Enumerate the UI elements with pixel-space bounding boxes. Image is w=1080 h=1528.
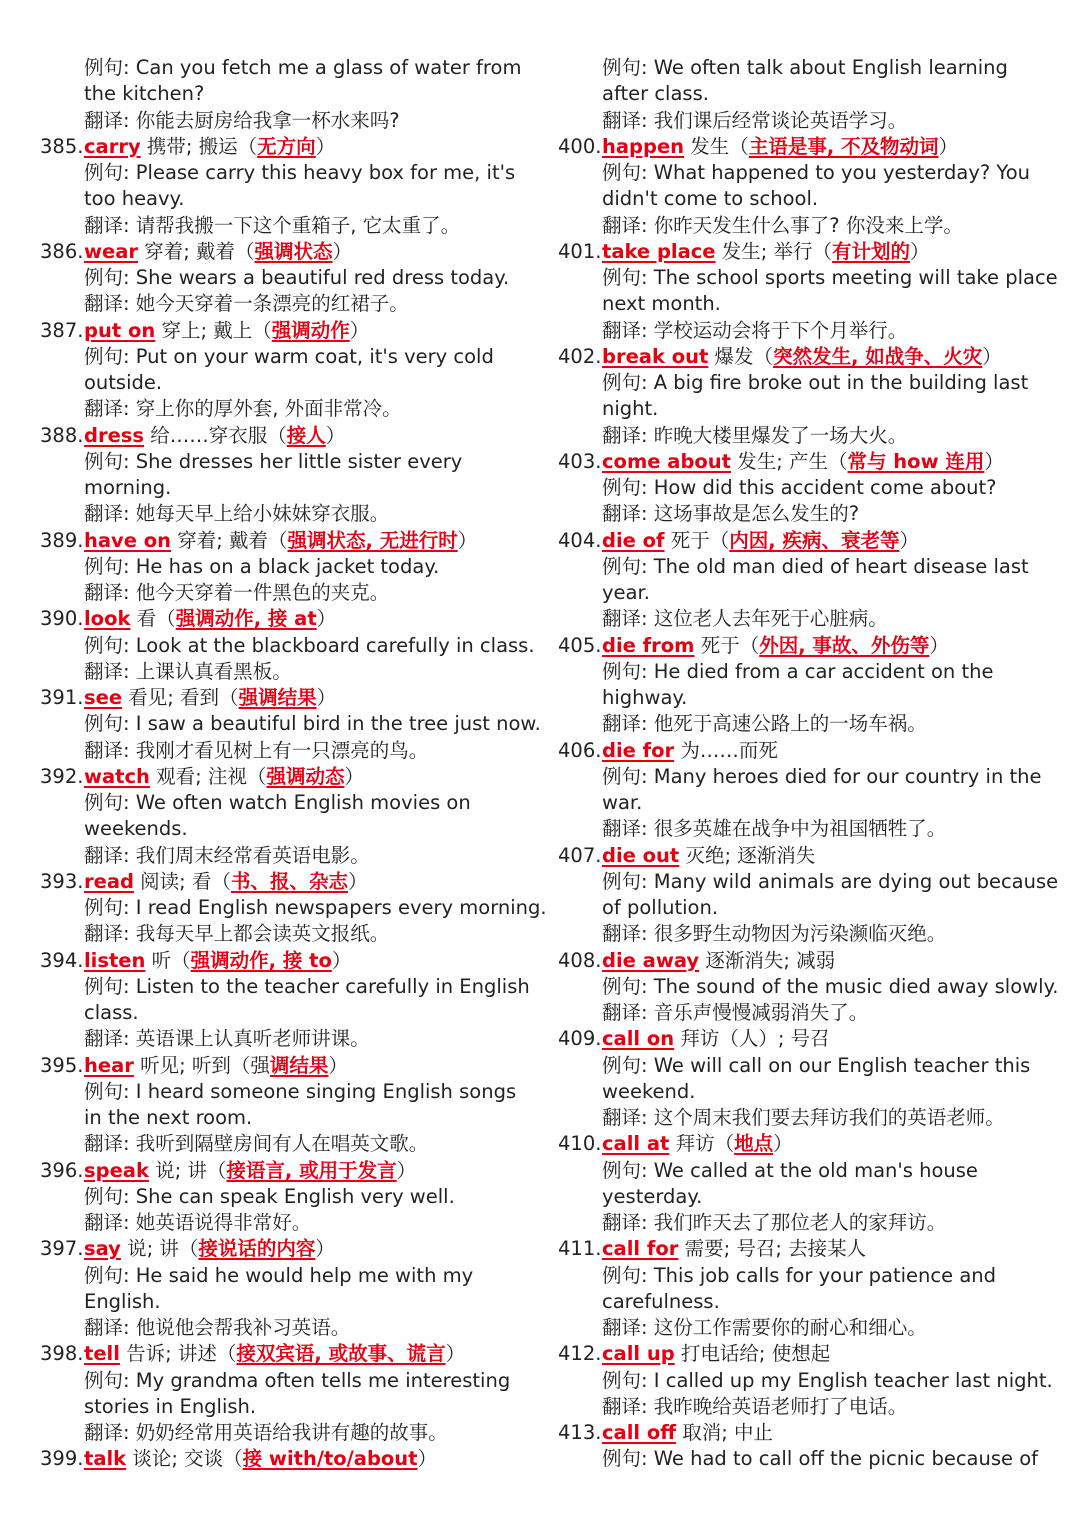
entry-meaning: 说; 讲 <box>155 1158 207 1182</box>
entry-number: 407. <box>558 843 602 867</box>
entry-usage-note: 接说话的内容 <box>198 1237 316 1261</box>
entry-number: 386. <box>40 239 84 263</box>
entry-meaning: 打电话给; 使想起 <box>680 1342 831 1366</box>
vocab-entry <box>558 1131 793 1157</box>
vocab-entry <box>40 1236 335 1262</box>
vocab-entry <box>558 633 949 659</box>
example-line: too heavy. <box>84 187 185 211</box>
open-paren: （ <box>739 633 760 657</box>
entry-word: tell <box>84 1342 120 1366</box>
example-line: 翻译: 这位老人去年死于心脏病。 <box>602 607 888 631</box>
example-line: of pollution. <box>602 896 719 919</box>
entry-number: 387. <box>40 318 84 342</box>
close-paren: ） <box>417 1447 438 1471</box>
example-line: 翻译: 她今天穿着一条漂亮的红裙子。 <box>84 292 409 316</box>
example-line: 翻译: 学校运动会将于下个月举行。 <box>602 318 908 342</box>
entry-number: 392. <box>40 764 84 788</box>
open-paren: （ <box>753 344 774 368</box>
example-line: 例句: Many heroes died for our country in the <box>602 764 1042 788</box>
example-line: 例句: She wears a beautiful red dress today. <box>84 266 510 289</box>
entry-word: put on <box>84 318 156 342</box>
open-paren: （ <box>156 607 176 631</box>
example-line: after class. <box>602 82 709 106</box>
entry-number: 405. <box>558 633 602 657</box>
entry-usage-note: 强调状态, 无进行时 <box>287 528 458 552</box>
entry-meaning: 说; 讲 <box>127 1237 179 1261</box>
entry-usage-note: 强调状态 <box>254 239 333 263</box>
example-line: weekend. <box>602 1079 696 1103</box>
entry-number: 399. <box>40 1447 84 1471</box>
vocab-entry <box>558 528 919 554</box>
entry-number: 404. <box>558 528 602 552</box>
entry-number: 402. <box>558 344 602 368</box>
example-line: 翻译: 很多野生动物因为污染濒临灭绝。 <box>602 922 947 946</box>
entry-number: 397. <box>40 1237 84 1261</box>
entry-meaning: 告诉; 讲述 <box>126 1342 217 1366</box>
open-paren: （强 <box>230 1053 270 1077</box>
open-paren: （ <box>235 239 255 263</box>
entry-meaning: 携带; 搬运 <box>146 134 238 158</box>
vocab-entry <box>40 948 351 974</box>
entry-usage-note: 接 with/to/about <box>242 1447 418 1471</box>
entry-meaning: 取消; 中止 <box>682 1421 774 1444</box>
entry-meaning: 死于 <box>670 528 710 552</box>
example-line: 例句: We will call on our English teacher this <box>602 1053 1031 1077</box>
entry-meaning: 看 <box>136 607 157 631</box>
entry-usage-note: 强调结果 <box>238 686 317 709</box>
entry-number: 409. <box>558 1027 602 1051</box>
example-line: 翻译: 我每天早上都会读英文报纸。 <box>84 922 390 946</box>
entry-meaning: 灭绝; 逐渐消失 <box>685 843 816 867</box>
example-line: 例句: He died from a car accident on the <box>602 659 994 683</box>
example-line: 例句: I read English newspapers every morning. <box>84 896 547 919</box>
entry-word: hear <box>84 1053 134 1077</box>
example-line: morning. <box>84 476 172 499</box>
entry-meaning: 听见; 听到 <box>140 1053 231 1077</box>
example-line: yesterday. <box>602 1184 703 1208</box>
vocab-entry <box>40 1341 465 1367</box>
entry-word: have on <box>84 528 172 552</box>
example-line: next month. <box>602 292 721 316</box>
close-paren: ） <box>773 1132 793 1156</box>
open-paren: （ <box>178 1237 199 1261</box>
example-line: 翻译: 我们课后经常谈论英语学习。 <box>602 108 908 132</box>
entry-meaning: 谈论; 交谈 <box>132 1447 224 1471</box>
close-paren: ） <box>325 423 346 447</box>
example-line: highway. <box>602 686 688 709</box>
entry-number: 388. <box>40 423 84 447</box>
example-line: 翻译: 我刚才看见树上有一只漂亮的鸟。 <box>84 738 429 762</box>
open-paren: （ <box>246 764 267 788</box>
entry-number: 391. <box>40 686 84 709</box>
example-line: 例句: He said he would help me with my <box>84 1263 474 1287</box>
entry-word: look <box>84 607 131 631</box>
close-paren: ） <box>984 449 1004 473</box>
open-paren: （ <box>206 1158 227 1182</box>
entry-usage-note: 外因, 事故、外伤等 <box>759 633 930 657</box>
example-line: 例句: We often watch English movies on <box>84 791 471 814</box>
entry-usage-note: 接双宾语, 或故事、谎言 <box>236 1342 446 1366</box>
entry-usage-note: 强调动作, 接 to <box>190 948 332 972</box>
entry-word: happen <box>602 134 685 158</box>
entry-word: die of <box>602 528 665 552</box>
entry-word: break out <box>602 344 709 368</box>
entry-meaning: 给……穿衣服 <box>150 423 268 447</box>
vocab-entry <box>40 318 369 344</box>
close-paren: ） <box>445 1342 466 1366</box>
entry-number: 400. <box>558 134 602 158</box>
open-paren: （ <box>268 528 288 552</box>
vocab-entry <box>558 239 930 265</box>
open-paren: （ <box>252 318 272 342</box>
example-line: 翻译: 这份工作需要你的耐心和细心。 <box>602 1316 927 1339</box>
example-line: 例句: He has on a black jacket today. <box>84 554 440 578</box>
entry-word: die away <box>602 948 700 972</box>
example-line: 翻译: 她每天早上给小妹妹穿衣服。 <box>84 502 390 526</box>
entry-meaning: 死于 <box>700 633 740 657</box>
example-line: 例句: How did this accident come about? <box>602 476 997 499</box>
open-paren: （ <box>223 1447 243 1471</box>
vocab-entry <box>558 1420 773 1446</box>
example-line: 例句: This job calls for your patience and <box>602 1263 997 1287</box>
entry-number: 408. <box>558 948 602 972</box>
entry-word: watch <box>84 764 150 788</box>
entry-meaning: 发生; 举行 <box>721 239 813 263</box>
entry-usage-note: 强调动作, 接 at <box>175 607 317 631</box>
close-paren: ） <box>899 528 919 552</box>
entry-usage-note: 接语言, 或用于发言 <box>226 1158 397 1182</box>
entry-word: call for <box>602 1237 679 1261</box>
example-line: 翻译: 英语课上认真听老师讲课。 <box>84 1027 370 1051</box>
vocab-entry <box>558 738 778 764</box>
close-paren: ） <box>396 1158 417 1182</box>
example-line: 例句: A big fire broke out in the building last <box>602 371 1029 394</box>
vocab-entry <box>558 948 835 974</box>
entry-meaning: 看见; 看到 <box>128 686 220 709</box>
entry-usage-note: 主语是事, 不及物动词 <box>748 134 939 158</box>
vocab-entry <box>558 344 1002 370</box>
entry-word: call up <box>602 1342 675 1366</box>
entry-usage-note: 有计划的 <box>832 239 911 263</box>
entry-word: die from <box>602 633 695 657</box>
example-line: war. <box>602 791 643 814</box>
entry-meaning: 为……而死 <box>680 738 778 762</box>
entry-word: come about <box>602 449 732 473</box>
entry-number: 390. <box>40 607 84 631</box>
vocab-entry <box>40 1446 437 1472</box>
close-paren: ） <box>315 134 336 158</box>
entry-word: wear <box>84 239 139 263</box>
example-line: carefulness. <box>602 1289 720 1313</box>
entry-number: 385. <box>40 134 84 158</box>
entry-number: 389. <box>40 528 84 552</box>
vocab-entry <box>40 239 352 265</box>
open-paren: （ <box>211 869 231 893</box>
vocab-entry <box>558 134 958 160</box>
close-paren: ） <box>938 134 959 158</box>
entry-number: 398. <box>40 1342 84 1366</box>
entry-number: 406. <box>558 738 602 762</box>
example-line: 翻译: 上课认真看黑板。 <box>84 659 292 683</box>
entry-usage-note: 无方向 <box>257 134 316 158</box>
entry-usage-note: 强调动态 <box>266 764 345 788</box>
entry-word: read <box>84 869 134 893</box>
example-line: English. <box>84 1289 161 1313</box>
example-line: 翻译: 很多英雄在战争中为祖国牺牲了。 <box>602 817 947 841</box>
example-line: night. <box>602 397 659 421</box>
example-line: in the next room. <box>84 1106 253 1129</box>
example-line: 例句: Look at the blackboard carefully in class. <box>84 633 535 657</box>
open-paren: （ <box>729 134 749 158</box>
entry-meaning: 逐渐消失; 减弱 <box>705 948 836 972</box>
entry-meaning: 穿上; 戴上 <box>161 318 253 342</box>
entry-meaning: 穿着; 戴着 <box>177 528 269 552</box>
close-paren: ） <box>332 239 353 263</box>
entry-usage-note: 接人 <box>286 423 326 447</box>
example-line: 例句: Can you fetch me a glass of water from <box>84 56 522 79</box>
example-line: 翻译: 我听到隔壁房间有人在唱英文歌。 <box>84 1132 429 1156</box>
example-line: didn't come to school. <box>602 187 819 211</box>
example-line: 例句: My grandma often tells me interesting <box>84 1368 511 1392</box>
vocab-entry <box>40 606 336 632</box>
entry-word: die for <box>602 738 675 762</box>
example-line: stories in English. <box>84 1394 257 1418</box>
vocab-entry <box>40 528 477 554</box>
entry-usage-note: 强调动作 <box>271 318 350 342</box>
open-paren: （ <box>714 1132 735 1156</box>
example-line: class. <box>84 1001 139 1024</box>
entry-meaning: 拜访 <box>675 1132 715 1156</box>
example-line: 翻译: 奶奶经常用英语给我讲有趣的故事。 <box>84 1421 448 1444</box>
vocab-entry <box>40 764 364 790</box>
entry-meaning: 发生; 产生 <box>737 449 828 473</box>
example-line: 翻译: 她英语说得非常好。 <box>84 1211 312 1234</box>
open-paren: （ <box>171 948 191 972</box>
example-line: weekends. <box>84 817 188 841</box>
example-line: 翻译: 你昨天发生什么事了? 你没来上学。 <box>602 213 963 237</box>
example-line: 翻译: 你能去厨房给我拿一杯水来吗? <box>84 108 400 132</box>
open-paren: （ <box>267 423 287 447</box>
close-paren: ） <box>328 1053 348 1077</box>
example-line: 例句: We called at the old man's house <box>602 1158 978 1182</box>
entry-number: 413. <box>558 1421 602 1444</box>
example-line: 例句: I heard someone singing English songs <box>84 1079 517 1103</box>
close-paren: ） <box>910 239 930 263</box>
example-line: 例句: What happened to you yesterday? You <box>602 161 1031 184</box>
entry-usage-note: 地点 <box>734 1132 774 1156</box>
open-paren: （ <box>216 1342 237 1366</box>
example-line: 翻译: 音乐声慢慢减弱消失了。 <box>602 1001 869 1024</box>
vocab-entry <box>40 869 368 895</box>
example-line: 例句: She dresses her little sister every <box>84 449 463 473</box>
close-paren: ） <box>347 869 368 893</box>
entry-meaning: 听 <box>151 948 172 972</box>
example-line: 例句: I called up my English teacher last night. <box>602 1368 1053 1392</box>
close-paren: ） <box>331 948 352 972</box>
example-line: 例句: The old man died of heart disease last <box>602 554 1029 578</box>
vocab-entry <box>40 1158 416 1184</box>
vocab-entry <box>40 685 336 711</box>
close-paren: ） <box>315 1237 335 1261</box>
vocab-entry <box>558 843 815 869</box>
vocab-entry <box>558 1026 830 1052</box>
example-line: 例句: We often talk about English learning <box>602 56 1008 79</box>
entry-meaning: 阅读; 看 <box>140 869 212 893</box>
example-line: 例句: Many wild animals are dying out because <box>602 869 1059 893</box>
vocab-entry <box>40 1053 348 1079</box>
entry-word: dress <box>84 423 145 447</box>
entry-meaning: 需要; 号召; 去接某人 <box>684 1237 867 1261</box>
entry-number: 410. <box>558 1132 602 1156</box>
entry-usage-note: 调结果 <box>269 1053 329 1077</box>
entry-meaning: 观看; 注视 <box>156 764 247 788</box>
example-line: outside. <box>84 371 163 394</box>
example-line: 例句: The sound of the music died away slowly. <box>602 974 1059 998</box>
example-line: 例句: We had to call off the picnic because of <box>602 1447 1038 1471</box>
entry-usage-note: 常与 how 连用 <box>847 449 985 473</box>
entry-word: listen <box>84 948 146 972</box>
open-paren: （ <box>828 449 848 473</box>
entry-meaning: 穿着; 戴着 <box>144 239 235 263</box>
example-line: 例句: The school sports meeting will take place <box>602 266 1058 289</box>
vocab-entry <box>558 449 1004 475</box>
entry-word: die out <box>602 843 680 867</box>
close-paren: ） <box>316 607 337 631</box>
vocab-entry <box>558 1341 830 1367</box>
example-line: 翻译: 我们周末经常看英语电影。 <box>84 843 370 867</box>
entry-meaning: 发生 <box>690 134 730 158</box>
entry-number: 412. <box>558 1342 602 1366</box>
entry-word: take place <box>602 239 716 263</box>
close-paren: ） <box>316 686 337 709</box>
example-line: 例句: Listen to the teacher carefully in English <box>84 974 530 998</box>
entry-word: call off <box>602 1421 677 1444</box>
entry-meaning: 爆发 <box>714 344 754 368</box>
entry-usage-note: 突然发生, 如战争、火灾 <box>773 344 983 368</box>
example-line: 例句: Please carry this heavy box for me, it's <box>84 161 516 184</box>
close-paren: ） <box>344 764 364 788</box>
vocab-entry <box>40 423 345 449</box>
example-line: year. <box>602 581 650 604</box>
example-line: 例句: Put on your warm coat, it's very cold <box>84 344 494 368</box>
example-line: 例句: She can speak English very well. <box>84 1184 455 1208</box>
open-paren: （ <box>812 239 833 263</box>
entry-word: say <box>84 1237 121 1261</box>
open-paren: （ <box>219 686 239 709</box>
entry-usage-note: 内因, 疾病、衰老等 <box>729 528 900 552</box>
example-line: 翻译: 我昨晚给英语老师打了电话。 <box>602 1394 908 1418</box>
example-line: 翻译: 他死于高速公路上的一场车祸。 <box>602 712 927 736</box>
example-line: 翻译: 他今天穿着一件黑色的夹克。 <box>84 581 390 604</box>
close-paren: ） <box>457 528 478 552</box>
example-line: 翻译: 这个周末我们要去拜访我们的英语老师。 <box>602 1106 1005 1129</box>
close-paren: ） <box>982 344 1002 368</box>
entry-number: 403. <box>558 449 602 473</box>
entry-number: 396. <box>40 1158 84 1182</box>
entry-number: 395. <box>40 1053 84 1077</box>
entry-usage-note: 书、报、杂志 <box>230 869 348 893</box>
entry-number: 393. <box>40 869 84 893</box>
entry-meaning: 拜访（人）; 号召 <box>680 1027 830 1051</box>
example-line: 翻译: 昨晚大楼里爆发了一场大火。 <box>602 423 908 447</box>
entry-word: call at <box>602 1132 670 1156</box>
entry-number: 394. <box>40 948 84 972</box>
entry-number: 401. <box>558 239 602 263</box>
close-paren: ） <box>929 633 949 657</box>
example-line: 翻译: 他说他会帮我补习英语。 <box>84 1316 351 1339</box>
entry-number: 411. <box>558 1237 602 1261</box>
entry-word: carry <box>84 134 141 158</box>
open-paren: （ <box>709 528 730 552</box>
open-paren: （ <box>237 134 258 158</box>
entry-word: speak <box>84 1158 149 1182</box>
entry-word: call on <box>602 1027 675 1051</box>
close-paren: ） <box>349 318 370 342</box>
entry-word: see <box>84 686 123 709</box>
example-line: 翻译: 请帮我搬一下这个重箱子, 它太重了。 <box>84 213 461 237</box>
example-line: 例句: I saw a beautiful bird in the tree just now. <box>84 712 541 736</box>
example-line: the kitchen? <box>84 82 205 106</box>
entry-word: talk <box>84 1447 127 1471</box>
vocab-entry <box>40 134 335 160</box>
vocab-entry <box>558 1236 866 1262</box>
example-line: 翻译: 这场事故是怎么发生的? <box>602 502 860 526</box>
example-line: 翻译: 穿上你的厚外套, 外面非常冷。 <box>84 397 402 421</box>
example-line: 翻译: 我们昨天去了那位老人的家拜访。 <box>602 1211 947 1234</box>
